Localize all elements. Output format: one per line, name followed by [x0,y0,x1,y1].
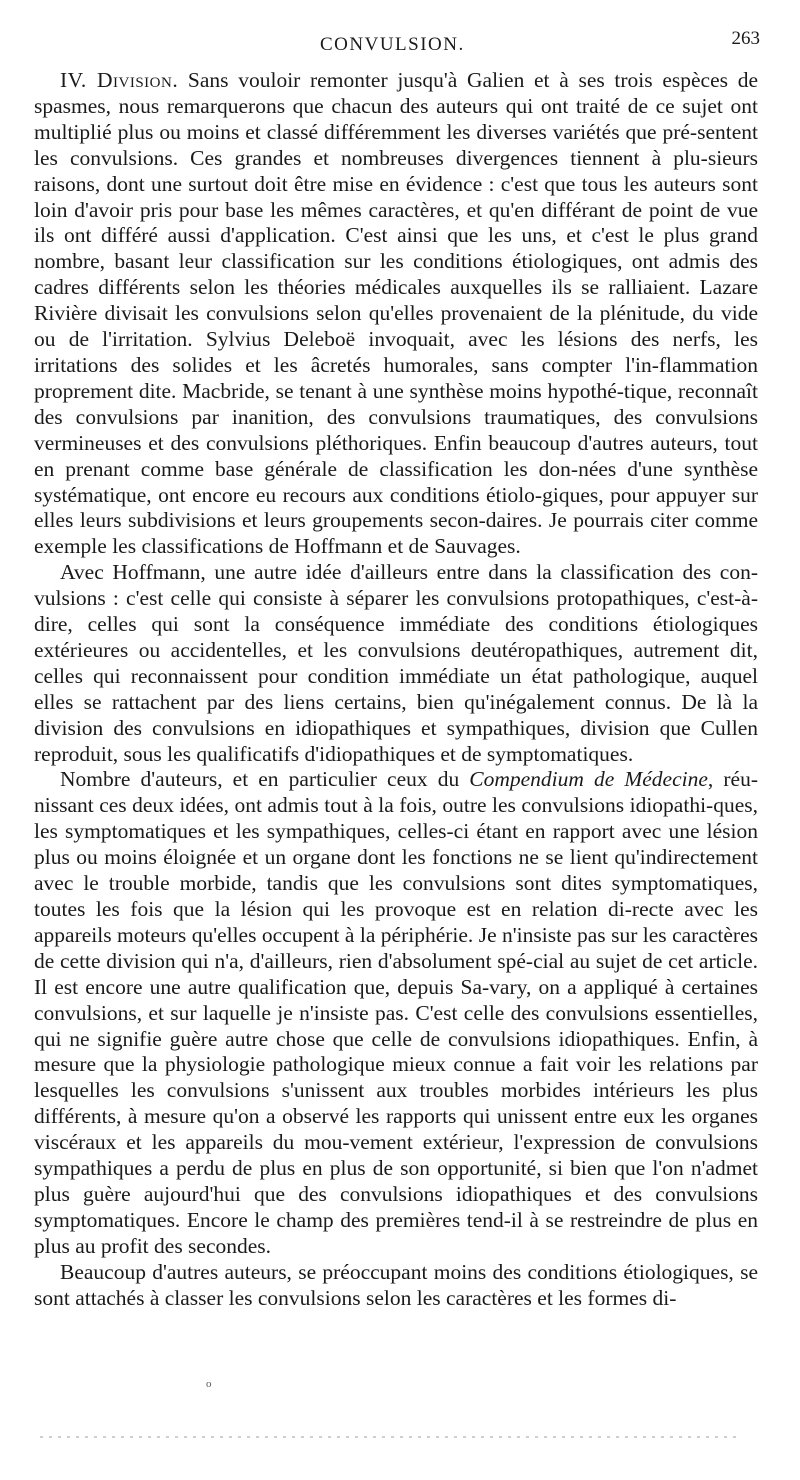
paragraph-text: , réu-nissant ces deux idées, ont admis tout à la fois, outre les convulsions idiopathi-ques, les symptomatiques et les sympathiques, celles-ci étant en rapport avec une lésion plus ou moins éloignée et un organe dont les fonctions ne se lient qu'indirectement avec le trouble morbide, tandis que les convulsions sont dites symptomatiques, toutes les fois que la lésion qui les provoque est en relation di-recte avec les appareils moteurs qu'elles occupent à la périphérie. Je n'insiste pas sur les caractères de cette division qui n'a, d'ailleurs, rien d'absolument spé-cial au sujet de cet article. Il est encore une autre qualification que, depuis Sa-vary, on a appliqué à certaines convulsions, et sur laquelle je n'insiste pas. C'est celle des convulsions essentielles, qui ne signifie guère autre chose que celle de convulsions idiopathiques. Enfin, à mesure que la physiologie pathologique mieux connue a fait voir les relations par lesquelles les convulsions s'unissent aux troubles morbides intérieurs les plus différents, à mesure qu'on a observé les rapports qui unissent entre eux les organes viscéraux et les appareils du mou-vement extérieur, l'expression de convulsions sympathiques a perdu de plus en plus de son opportunité, si bien que l'on n'admet plus guère aujourd'hui que des convulsions idiopathiques et des convulsions symptomatiques. Encore le champ des premières tend-il à se restreindre de plus en plus au profit des secondes. [34,767,758,1258]
body-text [34,68,758,1312]
paragraph-other-authors: Beaucoup d'autres auteurs, se préoccupant moins des conditions étiologiques, se sont attachés à classer les convulsions selon les caractères et les formes di- [34,1259,758,1310]
page-number: 263 [731,28,760,49]
running-title: CONVULSION. [320,34,465,55]
paragraph-division [34,68,758,560]
paragraph-lead: Nombre d'auteurs, et en particulier ceux du [60,767,470,792]
paragraph-hoffmann: Avec Hoffmann, une autre idée d'ailleurs entre dans la classification des con-vulsions : c'est celle qui consiste à séparer les convulsions protopathiques, c'est-à-dire, celles qui sont la conséquence immédiate des conditions étiologiques extérieures ou accidentelles, et les convulsions deutéropathiques, autrement dit, celles qui reconnaissent pour condition immédiate un état pathologique, auquel elles se rattachent par des liens certains, bien qu'inégalement connus. De là la division des convulsions en idiopathiques et sympathiques, division que Cullen reproduit, sous les qualificatifs d'idiopathiques et de symptomatiques. [34,560,758,766]
paragraph-text: Sans vouloir remonter jusqu'à Galien et à ses trois espèces de spasmes, nous remarquerons que chacun des auteurs qui ont traité de ce sujet ont multiplié plus ou moins et classé différemment les diverses variétés que pré-sentent les convulsions. Ces grandes et nombreuses divergences tiennent à plu-sieurs raisons, dont une surtout doit être mise en évidence : c'est que tous les auteurs sont loin d'avoir pris pour base les mêmes caractères, et qu'en différant de point de vue ils ont différé aussi d'application. C'est ainsi que les uns, et c'est le plus grand nombre, basant leur classification sur les conditions étiologiques, ont admis des cadres différents selon les théories médicales auxquelles ils se ralliaient. Lazare Rivière divisait les convulsions selon qu'elles provenaient de la plénitude, du vide ou de l'irritation. Sylvius Deleboë invoquait, avec les lésions des nerfs, les irritations des solides et les âcretés humorales, sans compter l'in-flammation proprement dite. Macbride, se tenant à une synthèse moins hypothé-tique, reconnaît des convulsions par inanition, des convulsions traumatiques, des convulsions vermineuses et des convulsions pléthoriques. Enfin beaucoup d'autres auteurs, tout en prenant comme base générale de classification les don-nées d'une synthèse systématique, ont encore eu recours aux conditions étiolo-giques, pour appuyer sur elles leurs subdivisions et leurs groupements secon-daires. Je pourrais citer comme exemple les classifications de Hoffmann et de Sauvages. [34,68,758,559]
section-lead: IV. Division. [60,68,179,92]
paragraph-compendium [34,767,758,1259]
footer-mark: o [206,1378,212,1390]
running-head [34,28,758,58]
scan-noise-divider [40,1436,740,1438]
book-title: Compendium de Médecine [469,767,708,792]
